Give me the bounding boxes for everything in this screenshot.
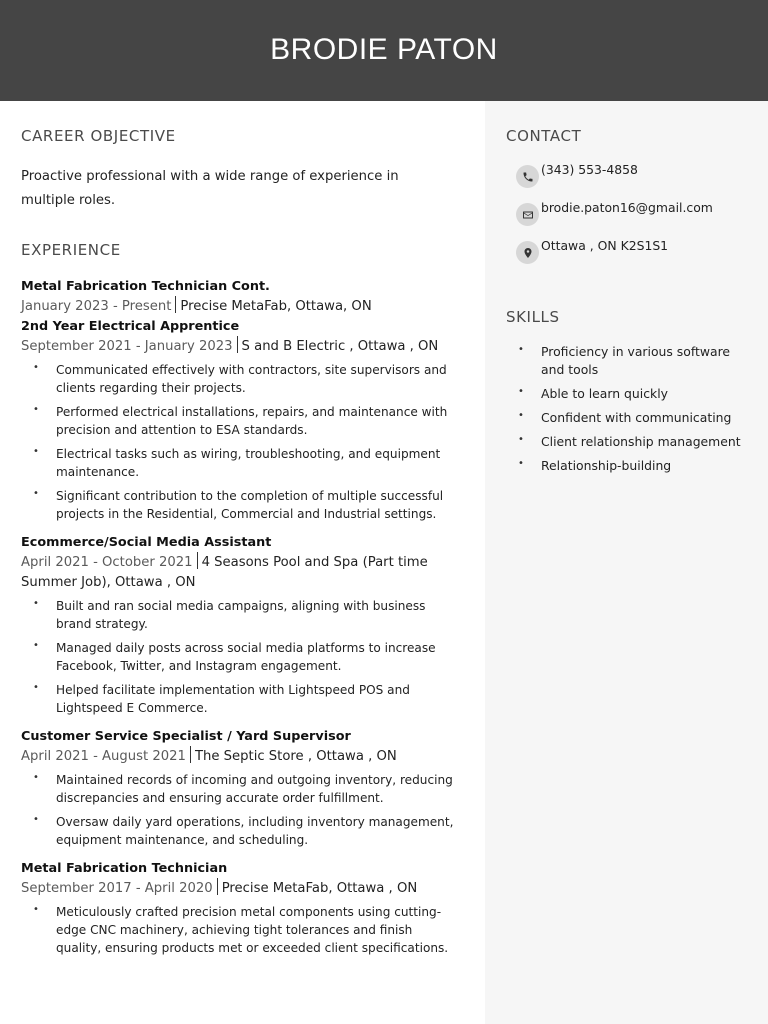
meta-divider bbox=[175, 296, 176, 313]
meta-divider bbox=[237, 336, 238, 353]
job-company: S and B Electric , Ottawa , ON bbox=[241, 339, 439, 354]
bullet-dot: • bbox=[33, 488, 39, 499]
job-entry bbox=[21, 317, 461, 523]
bullet-item bbox=[21, 487, 461, 523]
bullet-dot: • bbox=[33, 640, 39, 651]
bullet-dot: • bbox=[33, 682, 39, 693]
contact-heading: CONTACT bbox=[506, 127, 582, 145]
skills-heading: SKILLS bbox=[506, 308, 560, 326]
phone-icon bbox=[516, 165, 539, 188]
job-meta bbox=[21, 878, 461, 899]
meta-divider bbox=[217, 878, 218, 895]
job-dates: January 2023 - Present bbox=[21, 299, 172, 314]
contact-email bbox=[516, 198, 756, 236]
bullet-item bbox=[21, 445, 461, 481]
job-company: Precise MetaFab, Ottawa, ON bbox=[180, 299, 372, 314]
bullet-dot: • bbox=[33, 904, 39, 915]
resume-header bbox=[0, 0, 768, 101]
bullet-item bbox=[21, 597, 461, 633]
career-objective-heading: CAREER OBJECTIVE bbox=[21, 127, 176, 145]
job-bullets bbox=[21, 597, 461, 717]
job-entry bbox=[21, 859, 461, 957]
job-bullets bbox=[21, 771, 461, 849]
career-objective-text: Proactive professional with a wide range of experience in multiple roles. bbox=[21, 169, 399, 208]
email-address[interactable]: brodie.paton16@gmail.com bbox=[541, 200, 713, 215]
candidate-name: BRODIE PATON bbox=[270, 32, 498, 66]
job-entry bbox=[21, 727, 461, 849]
job-dates: September 2017 - April 2020 bbox=[21, 881, 213, 896]
bullet-dot: • bbox=[518, 344, 524, 355]
job-dates: April 2021 - October 2021 bbox=[21, 555, 193, 570]
location-pin-icon bbox=[516, 241, 539, 264]
bullet-text: Electrical tasks such as wiring, troubleshooting, and equipment maintenance. bbox=[56, 447, 441, 479]
skill-text: Confident with communicating bbox=[541, 410, 732, 425]
bullet-item bbox=[21, 639, 461, 675]
bullet-dot: • bbox=[33, 772, 39, 783]
job-meta bbox=[21, 296, 461, 317]
phone-number[interactable]: (343) 553-4858 bbox=[541, 162, 638, 177]
job-meta bbox=[21, 552, 461, 593]
meta-divider bbox=[190, 746, 191, 763]
job-company: Precise MetaFab, Ottawa , ON bbox=[221, 881, 418, 896]
bullet-dot: • bbox=[33, 814, 39, 825]
bullet-dot: • bbox=[33, 598, 39, 609]
bullet-text: Built and ran social media campaigns, aligning with business brand strategy. bbox=[56, 599, 426, 631]
bullet-item bbox=[21, 403, 461, 439]
bullet-text: Maintained records of incoming and outgoing inventory, reducing discrepancies and ensuring accurate order fulfillment. bbox=[56, 773, 453, 805]
job-bullets bbox=[21, 903, 461, 957]
meta-divider bbox=[197, 552, 198, 569]
job-entry bbox=[21, 277, 461, 317]
bullet-item bbox=[21, 681, 461, 717]
job-title: Customer Service Specialist / Yard Supervisor bbox=[21, 729, 351, 744]
job-title: 2nd Year Electrical Apprentice bbox=[21, 319, 240, 334]
skill-item bbox=[506, 409, 751, 427]
bullet-text: Performed electrical installations, repairs, and maintenance with precision and attention to ESA standards. bbox=[56, 405, 448, 437]
bullet-item bbox=[21, 813, 461, 849]
bullet-dot: • bbox=[518, 458, 524, 469]
skills-list bbox=[506, 343, 751, 481]
bullet-dot: • bbox=[33, 362, 39, 373]
job-company: The Septic Store , Ottawa , ON bbox=[194, 749, 397, 764]
bullet-text: Oversaw daily yard operations, including inventory management, equipment maintenance, and scheduling. bbox=[56, 815, 454, 847]
skill-text: Relationship-building bbox=[541, 458, 672, 473]
bullet-text: Helped facilitate implementation with Lightspeed POS and Lightspeed E Commerce. bbox=[56, 683, 410, 715]
bullet-dot: • bbox=[33, 404, 39, 415]
experience-heading: EXPERIENCE bbox=[21, 241, 121, 259]
job-meta bbox=[21, 746, 461, 767]
bullet-dot: • bbox=[518, 434, 524, 445]
job-bullets bbox=[21, 361, 461, 523]
bullet-text: Meticulously crafted precision metal components using cutting-edge CNC machinery, achieving tight tolerances and finish quality, ensuring products met or exceeded client specifications. bbox=[56, 905, 449, 955]
location-text: Ottawa , ON K2S1S1 bbox=[541, 238, 669, 253]
skill-item bbox=[506, 385, 751, 403]
job-entry bbox=[21, 533, 461, 717]
contact-location bbox=[516, 236, 756, 274]
skill-item bbox=[506, 343, 751, 379]
envelope-icon bbox=[516, 203, 539, 226]
job-dates: April 2021 - August 2021 bbox=[21, 749, 186, 764]
bullet-text: Managed daily posts across social media platforms to increase Facebook, Twitter, and Instagram engagement. bbox=[56, 641, 436, 673]
job-title: Metal Fabrication Technician bbox=[21, 861, 228, 876]
bullet-text: Significant contribution to the completion of multiple successful projects in the Residential, Commercial and Industrial settings. bbox=[56, 489, 444, 521]
job-meta bbox=[21, 336, 461, 357]
contact-list bbox=[516, 160, 756, 274]
job-title: Metal Fabrication Technician Cont. bbox=[21, 279, 270, 294]
skill-text: Client relationship management bbox=[541, 434, 741, 449]
skill-item bbox=[506, 457, 751, 475]
bullet-dot: • bbox=[518, 410, 524, 421]
skill-item bbox=[506, 433, 751, 451]
bullet-item bbox=[21, 903, 461, 957]
bullet-text: Communicated effectively with contractors, site supervisors and clients regarding their projects. bbox=[56, 363, 447, 395]
bullet-dot: • bbox=[518, 386, 524, 397]
bullet-item bbox=[21, 361, 461, 397]
job-company: 4 Seasons Pool and Spa (Part time Summer Job), Ottawa , ON bbox=[21, 555, 428, 590]
bullet-dot: • bbox=[33, 446, 39, 457]
skill-text: Able to learn quickly bbox=[541, 386, 668, 401]
bullet-item bbox=[21, 771, 461, 807]
job-title: Ecommerce/Social Media Assistant bbox=[21, 535, 272, 550]
experience-list bbox=[21, 277, 461, 967]
skill-text: Proficiency in various software and tools bbox=[541, 344, 731, 377]
contact-phone bbox=[516, 160, 756, 198]
job-dates: September 2021 - January 2023 bbox=[21, 339, 233, 354]
